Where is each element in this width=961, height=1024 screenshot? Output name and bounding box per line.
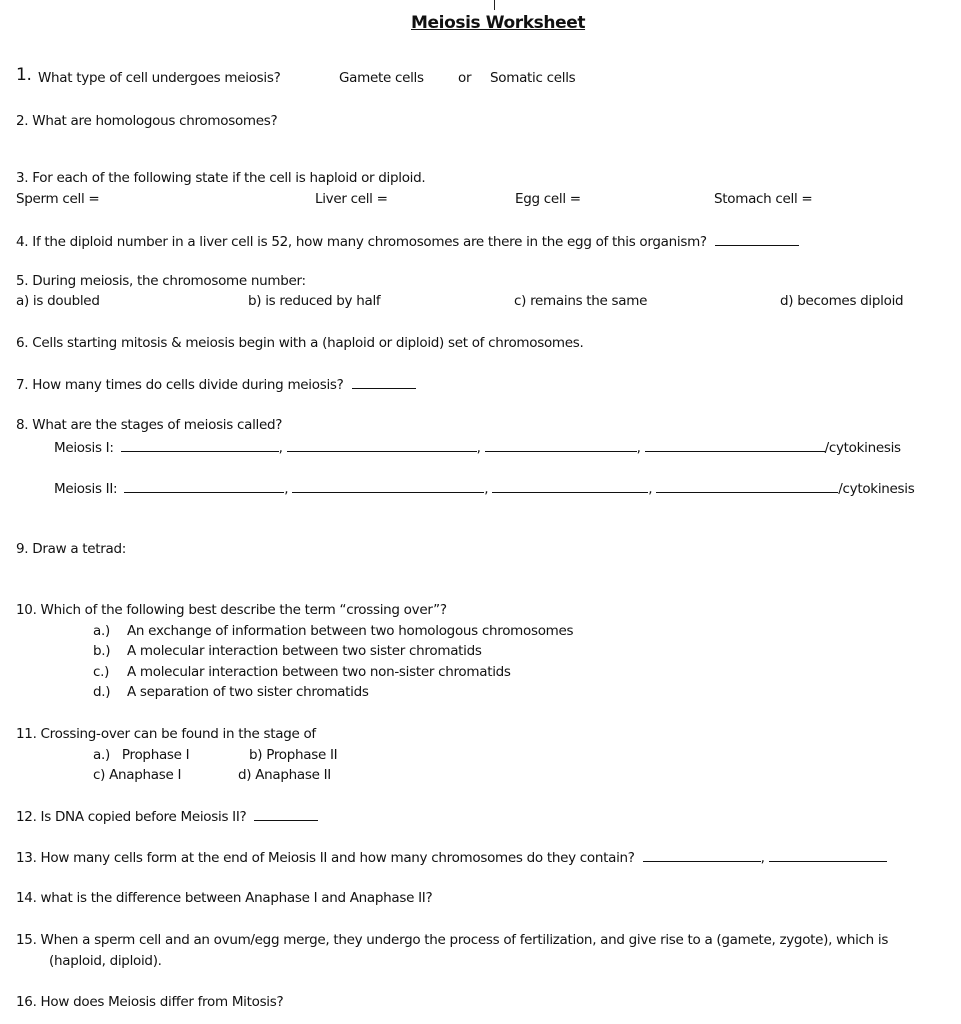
comma: ,: [648, 481, 653, 497]
option-text: A molecular interaction between two non-sister chromatids: [127, 664, 511, 680]
comma: ,: [484, 481, 489, 497]
comma: ,: [636, 440, 641, 456]
stage-blank-4[interactable]: [656, 479, 838, 493]
answer-blank[interactable]: [254, 807, 318, 821]
option-text: A molecular interaction between two sister chromatids: [127, 643, 482, 659]
question-text: 3. For each of the following state if the cell is haploid or diploid.: [16, 170, 426, 186]
option-b[interactable]: [93, 642, 482, 660]
cytokinesis-label: /cytokinesis: [838, 481, 915, 497]
stage-blank-4[interactable]: [645, 438, 825, 452]
question-7: [16, 375, 416, 394]
question-9: 9. Draw a tetrad:: [16, 541, 127, 557]
stage-blank-1[interactable]: [124, 479, 284, 493]
answer-blank[interactable]: [352, 375, 416, 389]
stage-blank-3[interactable]: [492, 479, 648, 493]
option-d[interactable]: d) becomes diploid: [780, 293, 904, 309]
option-text: An exchange of information between two homologous chromosomes: [127, 623, 574, 639]
page-title: Meiosis Worksheet: [411, 13, 586, 33]
question-2: 2. What are homologous chromosomes?: [16, 113, 278, 129]
or-label: or: [458, 70, 472, 86]
option-letter: a.): [93, 623, 110, 639]
option-text: A separation of two sister chromatids: [127, 684, 369, 700]
question-text: What type of cell undergoes meiosis?: [38, 70, 281, 86]
sperm-cell-label: Sperm cell =: [16, 191, 100, 207]
chromosomes-blank[interactable]: [769, 848, 887, 862]
comma: ,: [278, 440, 283, 456]
cursor-marker: [494, 0, 495, 10]
stage-blank-3[interactable]: [485, 438, 637, 452]
question-text: 8. What are the stages of meiosis called?: [16, 417, 283, 433]
stage-blank-1[interactable]: [121, 438, 279, 452]
comma: ,: [284, 481, 289, 497]
option-c[interactable]: c) remains the same: [514, 293, 648, 309]
question-6: 6. Cells starting mitosis & meiosis begin with a (haploid or diploid) set of chromosomes.: [16, 335, 584, 351]
question-text-line-1: 15. When a sperm cell and an ovum/egg merge, they undergo the process of fertilization, and give rise to a (gamete, zygote), which is: [16, 932, 889, 948]
option-d[interactable]: [93, 683, 369, 701]
option-a[interactable]: [93, 622, 574, 640]
question-text: 12. Is DNA copied before Meiosis II?: [16, 809, 247, 825]
option-somatic-cells[interactable]: Somatic cells: [490, 70, 576, 86]
question-text: 13. How many cells form at the end of Meiosis II and how many chromosomes do they contain?: [16, 850, 635, 866]
question-text: 5. During meiosis, the chromosome number:: [16, 273, 306, 289]
option-b[interactable]: b) is reduced by half: [248, 293, 381, 309]
option-a[interactable]: a) is doubled: [16, 293, 100, 309]
question-text: 11. Crossing-over can be found in the stage of: [16, 726, 316, 742]
meiosis-1-label: Meiosis I:: [54, 440, 114, 456]
option-letter: d.): [93, 684, 111, 700]
question-4: [16, 232, 799, 251]
question-text-line-2: (haploid, diploid).: [49, 953, 162, 969]
meiosis-2-row: [54, 479, 914, 498]
comma: ,: [476, 440, 481, 456]
cytokinesis-label: /cytokinesis: [824, 440, 901, 456]
question-12: [16, 807, 318, 826]
question-14: 14. what is the difference between Anaphase I and Anaphase II?: [16, 890, 433, 906]
meiosis-2-label: Meiosis II:: [54, 481, 118, 497]
cells-blank[interactable]: [643, 848, 761, 862]
question-13: [16, 848, 887, 867]
meiosis-1-row: [54, 438, 901, 457]
option-c[interactable]: [93, 663, 511, 681]
liver-cell-label: Liver cell =: [315, 191, 388, 207]
comma: ,: [760, 850, 765, 866]
option-gamete-cells[interactable]: Gamete cells: [339, 70, 424, 86]
option-letter: c.): [93, 664, 110, 680]
option-a[interactable]: a.) Prophase I: [93, 747, 190, 763]
option-b[interactable]: b) Prophase II: [249, 747, 338, 763]
stomach-cell-label: Stomach cell =: [714, 191, 813, 207]
question-text: 4. If the diploid number in a liver cell is 52, how many chromosomes are there in the egg of this organism?: [16, 234, 707, 250]
answer-blank[interactable]: [715, 232, 799, 246]
stage-blank-2[interactable]: [287, 438, 477, 452]
option-d[interactable]: d) Anaphase II: [238, 767, 331, 783]
option-letter: b.): [93, 643, 111, 659]
question-text: 7. How many times do cells divide during meiosis?: [16, 377, 344, 393]
question-text: 10. Which of the following best describe the term “crossing over”?: [16, 602, 447, 618]
question-number: 1.: [16, 65, 32, 85]
option-c[interactable]: c) Anaphase I: [93, 767, 182, 783]
stage-blank-2[interactable]: [292, 479, 484, 493]
question-16: 16. How does Meiosis differ from Mitosis?: [16, 994, 284, 1010]
egg-cell-label: Egg cell =: [515, 191, 581, 207]
